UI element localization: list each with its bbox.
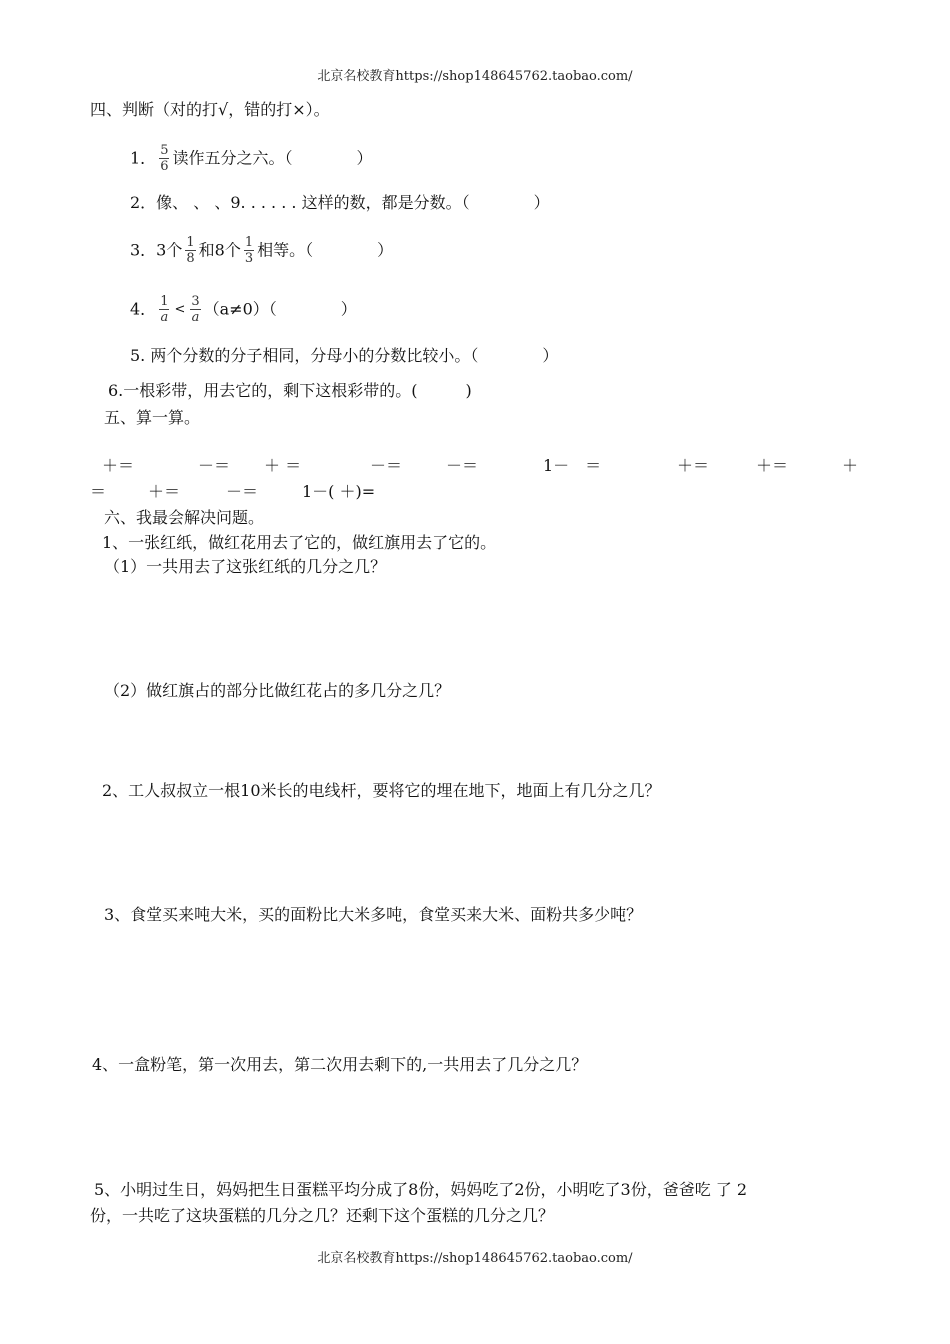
section6-title: 六、我最会解决问题。 xyxy=(104,508,265,527)
problem-1: 1、一张红纸，做红花用去了它的，做红旗用去了它的。 xyxy=(102,533,497,552)
problem-5-line-2: 份，一共吃了这块蛋糕的几分之几？还剩下这个蛋糕的几分之几？ xyxy=(90,1206,555,1225)
calc-7: ＋＝ xyxy=(677,456,710,475)
page-footer: 北京名校教育https://shop148645762.taobao.com/ xyxy=(317,1251,633,1266)
fraction-1-8: $\frac{1}{8}$ xyxy=(186,235,195,266)
problem-3: 3、食堂买来吨大米，买的面粉比大米多吨，食堂买来大米、面粉共多少吨？ xyxy=(104,905,643,924)
problem-1-part-1: （1）一共用去了这张红纸的几分之几？ xyxy=(104,557,387,576)
calc-12: 1－( ＋)= xyxy=(302,482,376,501)
calc-11: －＝ xyxy=(226,482,259,501)
calc-9-end: ＝ xyxy=(90,482,107,501)
calc-3: ＋ ＝ xyxy=(264,456,302,475)
q4-item-5: 5. 两个分数的分子相同，分母小的分数比较小。（ ） xyxy=(130,346,559,365)
fraction-5-6: $\frac{5}{6}$ xyxy=(160,143,169,174)
problem-1-part-2: （2）做红旗占的部分比做红花占的多几分之几？ xyxy=(104,681,451,700)
section5-title: 五、算一算。 xyxy=(104,408,201,427)
problem-4: 4、一盒粉笔，第一次用去，第二次用去剩下的,一共用去了几分之几？ xyxy=(92,1055,588,1074)
calc-8: ＋＝ xyxy=(756,456,789,475)
calc-2: －＝ xyxy=(198,456,231,475)
calc-5: －＝ xyxy=(446,456,479,475)
problem-5-line-1: 5、小明过生日，妈妈把生日蛋糕平均分成了8份，妈妈吃了2份，小明吃了3份，爸爸吃 了 2 xyxy=(94,1180,748,1199)
calc-1: ＋＝ xyxy=(102,456,135,475)
q4-item-6: 6.一根彩带，用去它的，剩下这根彩带的。( ) xyxy=(108,381,472,400)
q4-item-3: 3．3个 $\frac{1}{8}$ 和8个 $\frac{1}{3}$ 相等。（ ） xyxy=(130,235,394,266)
calc-6: 1－ ＝ xyxy=(543,456,602,475)
q4-item-2: 2．像、 、 、9. . . . . . 这样的数，都是分数。（ ） xyxy=(130,193,550,212)
problem-2: 2、工人叔叔立一根10米长的电线杆，要将它的埋在地下，地面上有几分之几？ xyxy=(102,781,661,800)
calc-10: ＋＝ xyxy=(148,482,181,501)
calc-4: －＝ xyxy=(370,456,403,475)
calc-9: ＋ xyxy=(842,456,859,475)
page-header: 北京名校教育https://shop148645762.taobao.com/ xyxy=(317,69,633,84)
fraction-1-a: $\frac{1}{a}$ xyxy=(160,294,169,325)
fraction-1-3: $\frac{1}{3}$ xyxy=(244,235,254,266)
section4-title: 四、判断（对的打√，错的打×）。 xyxy=(90,100,330,119)
q4-item-4: 4． $\frac{1}{a}$ < $\frac{3}{a}$ （a≠0）（ ） xyxy=(130,294,357,325)
q4-item-1: 1． $\frac{5}{6}$ 读作五分之六。（ ） xyxy=(130,143,373,174)
fraction-3-a: $\frac{3}{a}$ xyxy=(191,294,200,325)
